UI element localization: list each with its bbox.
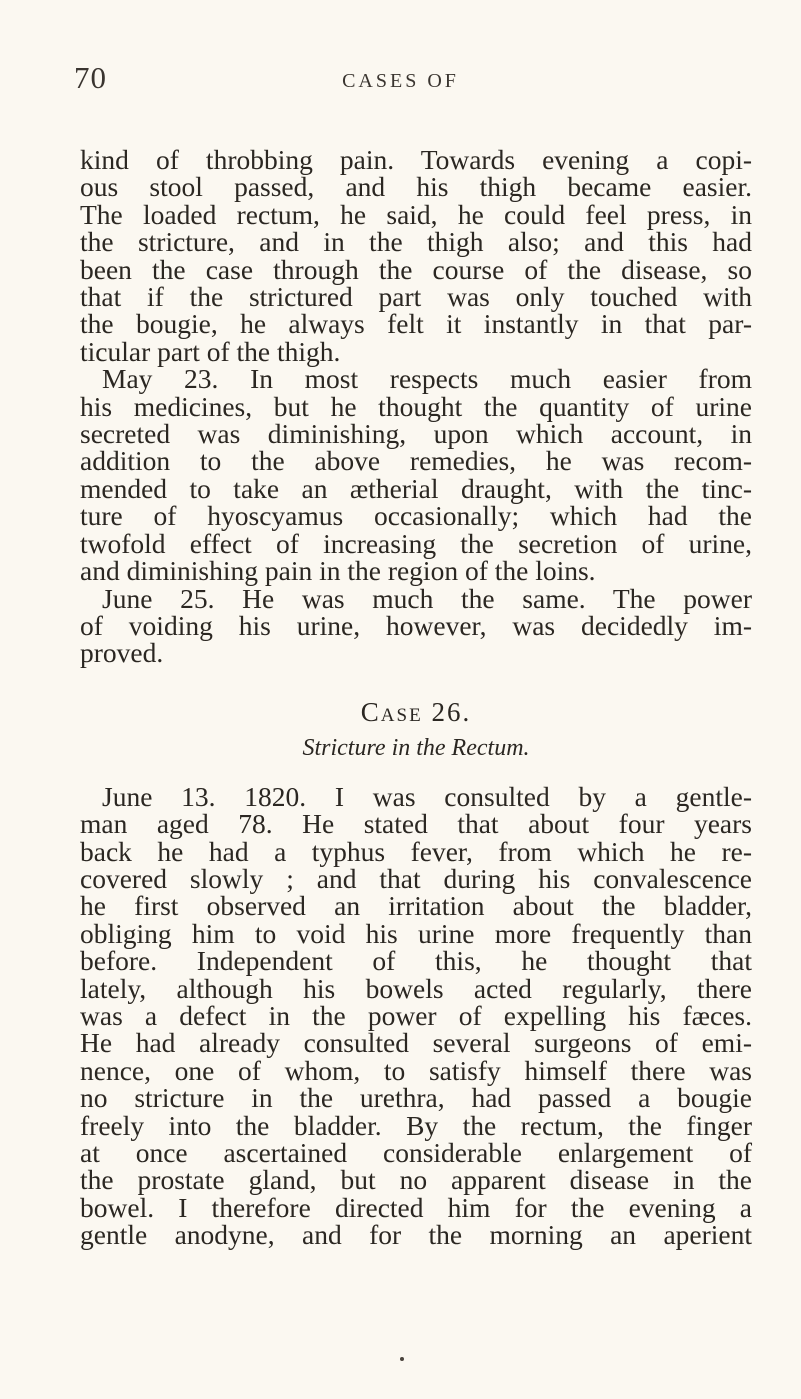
- text-line: that if the strictured part was only touched with: [80, 281, 752, 313]
- text-line: kind of throbbing pain. Towards evening a copi-: [80, 144, 752, 175]
- page-number: 70: [74, 60, 107, 95]
- text-line: June 25. He was much the same. The power: [102, 582, 752, 614]
- text-line: freely into the bladder. By the rectum, the finger: [80, 1109, 752, 1141]
- text-line: lately, although his bowels acted regularly, there: [80, 972, 752, 1004]
- case-subheading: Stricture in the Rectum.: [302, 734, 530, 761]
- text-line: the bougie, he always felt it instantly in that par-: [80, 308, 752, 340]
- text-line: the stricture, and in the thigh also; and this had: [80, 226, 752, 258]
- text-line: covered slowly ; and that during his convalescence: [80, 862, 752, 894]
- text-line: he first observed an irritation about the bladder,: [80, 890, 752, 922]
- text-line: mended to take an ætherial draught, with the tinc-: [80, 472, 752, 504]
- case-heading: Case 26.: [360, 696, 472, 727]
- text-line: was a defect in the power of expelling his fæces.: [80, 999, 752, 1031]
- text-line: no stricture in the urethra, had passed a bougie: [80, 1082, 752, 1114]
- text-line: man aged 78. He stated that about four years: [80, 808, 752, 840]
- text-line: twofold effect of increasing the secretion of urine,: [80, 527, 752, 559]
- text-line: May 23. In most respects much easier from: [102, 363, 752, 395]
- text-line: nence, one of whom, to satisfy himself there was: [80, 1054, 752, 1086]
- text-line: and diminishing pain in the region of the loins.: [80, 555, 596, 587]
- body-text: [80, 146, 752, 1249]
- text-line: at once ascertained considerable enlargement of: [80, 1137, 752, 1168]
- text-line: The loaded rectum, he said, he could feel press, in: [80, 198, 752, 230]
- text-line: He had already consulted several surgeons of emi-: [80, 1027, 752, 1059]
- paragraph-may-23: [80, 363, 752, 587]
- paragraph-june-13: [80, 780, 752, 1251]
- text-line: ture of hyoscyamus occasionally; which had the: [80, 500, 752, 532]
- text-line: proved.: [80, 637, 164, 669]
- paragraph-june-25: [80, 582, 752, 669]
- spacer: [80, 763, 752, 783]
- text-line: June 13. 1820. I was consulted by a gentle-: [102, 780, 752, 812]
- text-line: ous stool passed, and his thigh became easier.: [80, 171, 752, 203]
- paragraph-throbbing-pain: [80, 146, 752, 365]
- text-line: before. Independent of this, he thought that: [80, 945, 752, 977]
- text-line: bowel. I therefore directed him for the evening a: [80, 1191, 752, 1223]
- printer-mark: [400, 1357, 404, 1361]
- text-line: secreted was diminishing, upon which account, in: [80, 418, 752, 450]
- text-line: of voiding his urine, however, was decidedly im-: [80, 609, 752, 641]
- text-line: his medicines, but he thought the quantity of urine: [80, 390, 752, 422]
- text-line: been the case through the course of the disease, so: [80, 253, 752, 285]
- text-line: the prostate gland, but no apparent disease in the: [80, 1164, 752, 1196]
- text-line: back he had a typhus fever, from which he re-: [80, 835, 752, 867]
- text-line: addition to the above remedies, he was recom-: [80, 445, 752, 477]
- running-head: CASES OF: [342, 70, 459, 92]
- text-line: gentle anodyne, and for the morning an aperient: [80, 1219, 752, 1251]
- text-line: ticular part of the thigh.: [80, 335, 341, 367]
- text-line: obliging him to void his urine more frequently than: [80, 917, 752, 949]
